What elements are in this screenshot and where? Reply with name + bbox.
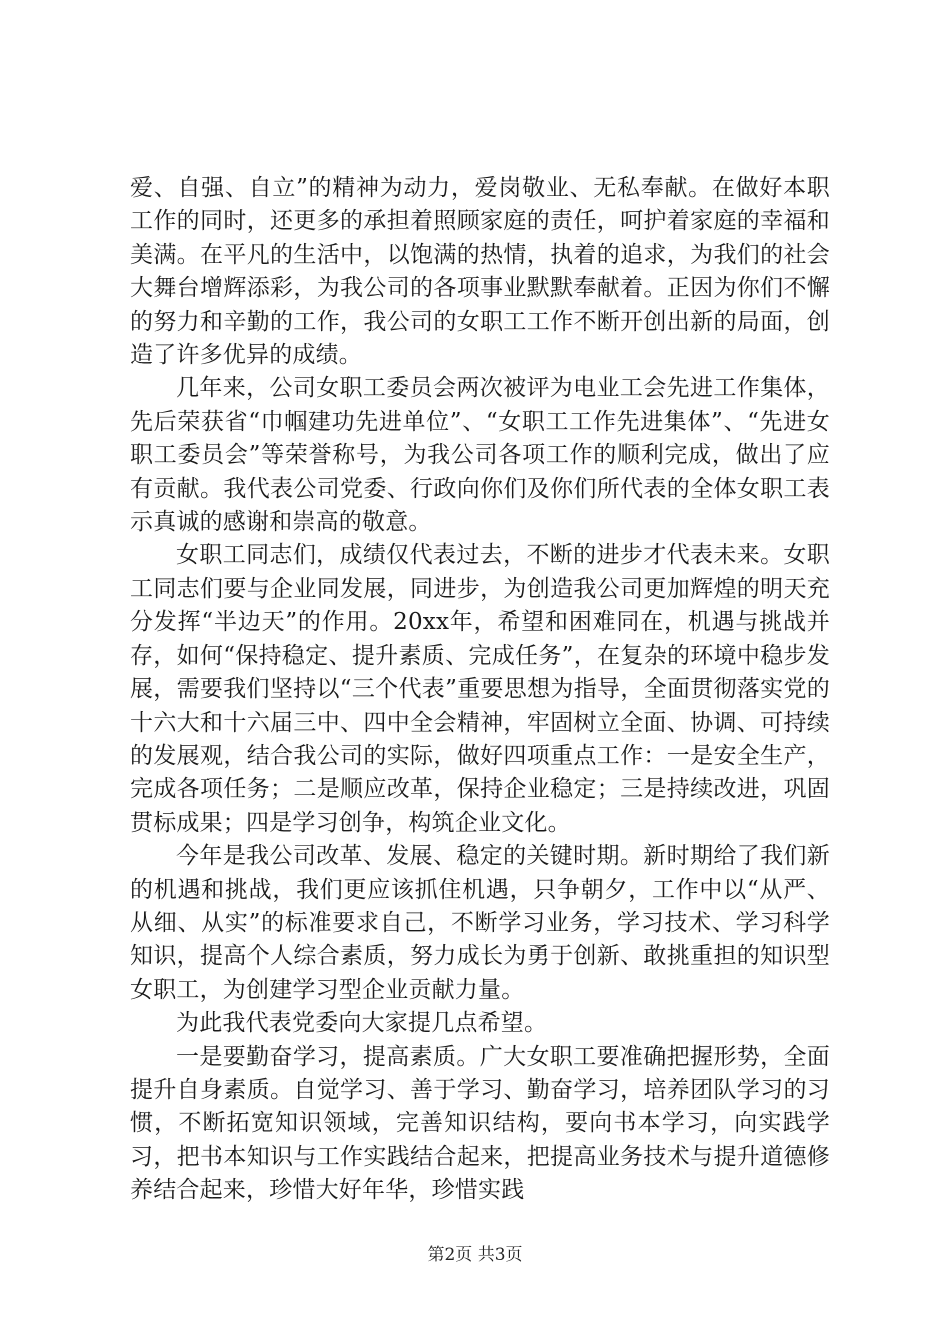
paragraph: 今年是我公司改革、发展、稳定的关键时期。新时期给了我们新的机遇和挑战，我们更应该抓住机遇，只争朝夕，工作中以“从严、从细、从实”的标准要求自己，不断学习业务，学习技术、学习科学知识，提高个人综合素质，努力成长为勇于创新、敢挑重担的知识型女职工，为创建学习型企业贡献力量。 (130, 843, 830, 1003)
document-body (130, 172, 830, 1208)
paragraph: 为此我代表党委向大家提几点希望。 (176, 1010, 548, 1037)
paragraph: 几年来，公司女职工委员会两次被评为电业工会先进工作集体，先后荣获省“巾帼建功先进单位”、“女职工工作先进集体”、“先进女职工委员会”等荣誉称号，为我公司各项工作的顺利完成，做出了应有贡献。我代表公司党委、行政向你们及你们所代表的全体女职工表示真诚的感谢和崇高的敬意。 (130, 375, 830, 536)
page-number-footer: 第2页 共3页 (427, 1245, 523, 1265)
paragraph: 爱、自强、自立”的精神为动力，爱岗敬业、无私奉献。在做好本职工作的同时，还更多的承担着照顾家庭的责任，呵护着家庭的幸福和美满。在平凡的生活中，以饱满的热情，执着的追求，为我们的社会大舞台增辉添彩，为我公司的各项事业默默奉献着。正因为你们不懈的努力和辛勤的工作，我公司的女职工工作不断开创出新的局面，创造了许多优异的成绩。 (130, 175, 830, 369)
paragraph: 女职工同志们，成绩仅代表过去，不断的进步才代表未来。女职工同志们要与企业同发展，同进步，为创造我公司更加辉煌的明天充分发挥“半边天”的作用。20xx年，希望和困难同在，机遇与挑战并存，如何“保持稳定、提升素质、完成任务”，在复杂的环境中稳步发展，需要我们坚持以“三个代表”重要思想为指导，全面贯彻落实党的十六大和十六届三中、四中全会精神，牢固树立全面、协调、可持续的发展观，结合我公司的实际，做好四项重点工作：一是安全生产，完成各项任务；二是顺应改革，保持企业稳定；三是持续改进，巩固贯标成果；四是学习创争，构筑企业文化。 (130, 542, 830, 836)
paragraph: 一是要勤奋学习，提高素质。广大女职工要准确把握形势，全面提升自身素质。自觉学习、善于学习、勤奋学习，培养团队学习的习惯，不断拓宽知识领域，完善知识结构，要向书本学习，向实践学习，把书本知识与工作实践结合起来，把提高业务技术与提升道德修养结合起来，珍惜大好年华，珍惜实践 (130, 1043, 830, 1204)
